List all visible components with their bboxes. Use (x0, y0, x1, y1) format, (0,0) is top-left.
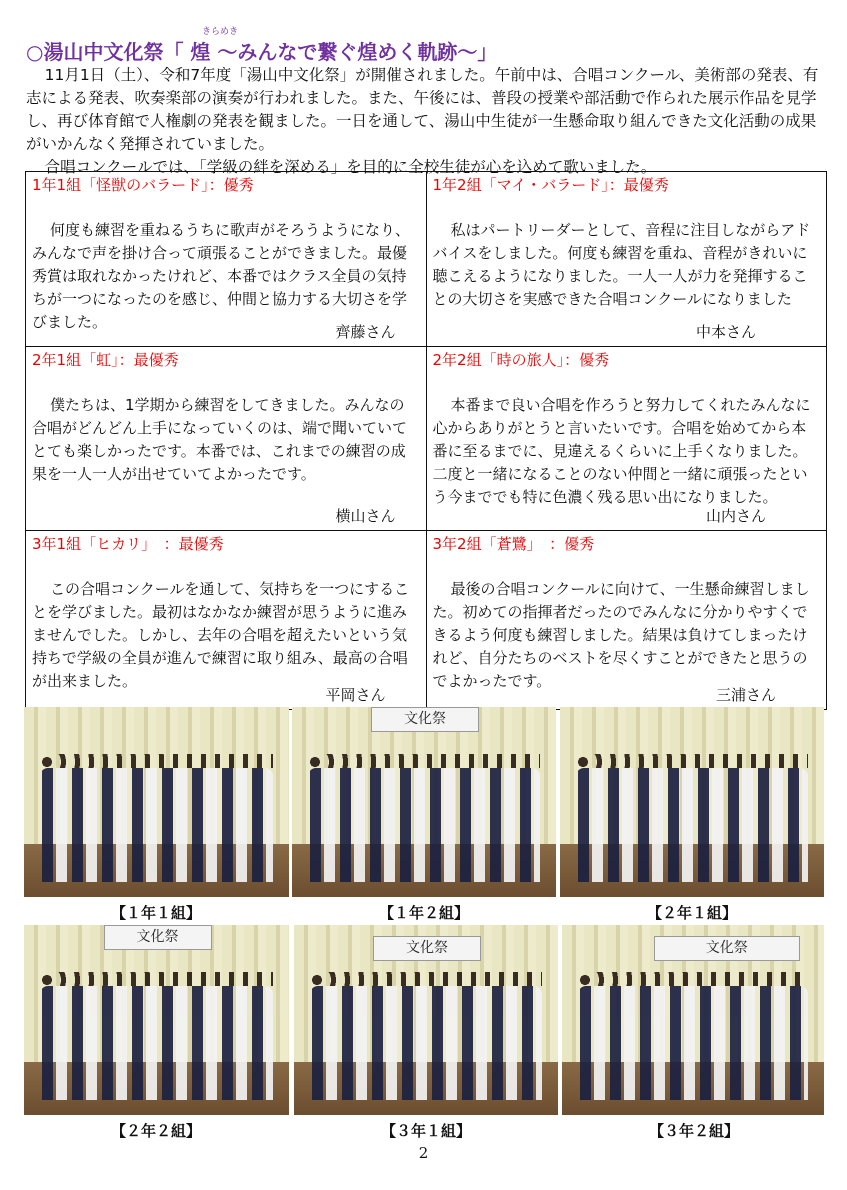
class-comment: 何度も練習を重ねるうちに歌声がそろうようになり、みんなで声を掛け合って頑張ることができました。最優秀賞は取れなかったけれど、本番ではクラス全員の気持ちが一つになったのを感じ、仲間と協力する大切さを学びました。 (32, 221, 411, 331)
photo-caption: 【３年１組】 (380, 1122, 471, 1140)
class-comment: 本番まで良い合唱を作ろうと努力してくれたみんなに心からありがとうと言いたいです。合唱を始めてから本番に至るまでに、見違えるくらいに上手くなりました。二度と一緒になることのない仲間と一緒に頑張ったという今まででも特に色濃く残る思い出になりました。 (432, 396, 811, 506)
class-comment: 僕たちは、1学期から練習をしてきました。みんなの合唱がどんどん上手になっていくのは、端で聞いていてとても楽しかったです。本番では、これまでの練習の成果を一人一人が出せていてよかったです。 (32, 396, 408, 483)
class-heading: 1年2組「マイ・バラード」：最優秀 (432, 176, 669, 194)
signature: 三浦さん (715, 686, 776, 704)
page-title: ○湯山中文化祭「 煌 ～みんなで繋ぐ煌めく軌跡～」 (26, 40, 498, 64)
class-heading: 2年2組「時の旅人」：優秀 (432, 351, 610, 369)
signature: 齊藤さん (335, 323, 396, 341)
intro-text (26, 64, 828, 179)
intro-paragraph: 11月1日（土）、令和7年度「湯山中文化祭」が開催されました。午前中は、合唱コンクール、美術部の発表、有志による発表、吹奏楽部の演奏が行われました。また、午後には、普段の授業や部活動で作られた展示作品を見学し、再び体育館で人権劇の発表を観ました。一日を通して、湯山中生徒が一生懸命取り組んできた文化活動の成果がいかんなく発揮されていました。 (26, 66, 819, 153)
class-cell (426, 347, 827, 531)
class-cell (426, 172, 827, 347)
photo-caption: 【１年１組】 (110, 904, 201, 922)
page-number: 2 (418, 1144, 429, 1162)
choir-photo-1-2 (292, 707, 556, 897)
class-heading: 1年1組「怪獣のバラード」：優秀 (32, 176, 254, 194)
class-cell (26, 347, 427, 531)
signature: 山内さん (705, 507, 766, 525)
signature: 中本さん (695, 323, 756, 341)
class-comment: この合唱コンクールを通して、気持ちを一つにすることを学びました。最初はなかなか練習が思うように進みませんでした。しかし、去年の合唱を超えたいという気持ちで学級の全員が進んで練習に取り組み、最高の合唱が出来ました。 (32, 580, 410, 690)
class-comment: 私はパートリーダーとして、音程に注目しながらアドバイスをしました。何度も練習を重ね、音程がきれいに聴こえるようになりました。一人一人が力を発揮することの大切さを実感できた合唱コンクールになりました (432, 221, 811, 308)
class-cell (26, 531, 427, 710)
class-heading: 3年1組「ヒカリ」 ：最優秀 (32, 535, 224, 553)
choir-photo-1-1 (24, 707, 289, 897)
title-ruby: きらめき (202, 27, 239, 37)
class-cell (26, 172, 427, 347)
photo-caption: 【１年２組】 (378, 904, 469, 922)
choir-photo-3-1 (294, 925, 558, 1115)
class-heading: 2年1組「虹」：最優秀 (32, 351, 179, 369)
festival-banner: 文化祭 (373, 936, 481, 961)
festival-banner: 文化祭 (654, 936, 800, 961)
signature: 平岡さん (325, 686, 386, 704)
intro-paragraph: 合唱コンクールでは、「学級の絆を深める」を目的に全校生徒が心を込めて歌いました。 (44, 158, 657, 176)
class-cell (426, 531, 827, 710)
photo-caption: 【２年１組】 (646, 904, 737, 922)
signature: 横山さん (335, 507, 396, 525)
class-heading: 3年2組「蒼鷺」 ：優秀 (432, 535, 595, 553)
choir-photo-2-2 (24, 925, 289, 1115)
festival-banner: 文化祭 (371, 707, 479, 732)
choir-photo-3-2 (562, 925, 824, 1115)
choir-photo-2-1 (560, 707, 824, 897)
festival-banner: 文化祭 (104, 925, 212, 950)
photo-caption: 【２年２組】 (110, 1122, 201, 1140)
class-comment: 最後の合唱コンクールに向けて、一生懸命練習しました。初めての指揮者だったのでみんなに分かりやすくできるよう何度も練習しました。結果は負けてしまったけれど、自分たちのベストを尽くすことができたと思うのでよかったです。 (432, 580, 810, 690)
class-comments-table (25, 171, 827, 710)
photo-caption: 【３年２組】 (648, 1122, 739, 1140)
